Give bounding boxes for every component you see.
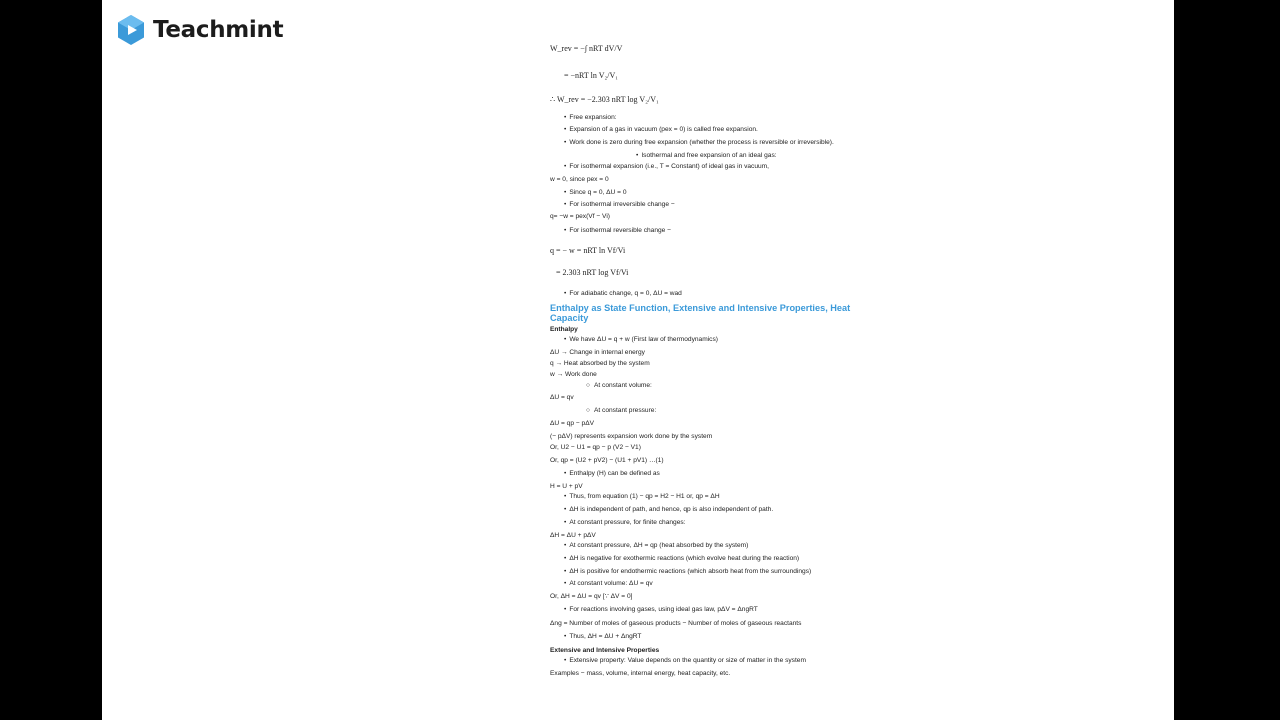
document-line: ○ At constant pressure: [586, 407, 656, 415]
document-line: Or, U2 − U1 = qp − p (V2 − V1) [550, 444, 641, 451]
document-line: (− pΔV) represents expansion work done by the system [550, 433, 713, 440]
document-line: • At constant pressure, ΔH = qp (heat absorbed by the system) [564, 542, 748, 550]
document-line: • For reactions involving gases, using ideal gas law, pΔV = ΔngRT [564, 606, 758, 614]
document-line: • For isothermal expansion (i.e., T = Constant) of ideal gas in vacuum, [564, 163, 769, 171]
document-line: • For adiabatic change, q = 0, ΔU = wad [564, 290, 682, 298]
teachmint-logo-icon [115, 14, 147, 46]
document-line: • Work done is zero during free expansion (whether the process is reversible or irreversible). [564, 139, 834, 147]
document-line: • Thus, ΔH = ΔU + ΔngRT [564, 633, 641, 641]
document-line: • At constant volume: ΔU = qv [564, 580, 653, 588]
subsection-heading: Extensive and Intensive Properties [550, 647, 660, 654]
document-line: • Free expansion: [564, 114, 617, 122]
document-line: q → Heat absorbed by the system [550, 360, 650, 367]
document-line: = −nRT ln V₂/V₁ [564, 71, 619, 80]
document-line: W_rev = −∫ nRT dV/V [550, 44, 623, 53]
document-line: • ΔH is independent of path, and hence, qp is also independent of path. [564, 506, 773, 514]
document-line: ∴ W_rev = −2.303 nRT log V₂/V₁ [550, 95, 659, 104]
document-line: w → Work done [550, 371, 597, 378]
document-line: Or, ΔH = ΔU = qv [∵ ΔV = 0] [550, 593, 633, 600]
document-line: • Thus, from equation (1) − qp = H2 − H1 or, qp = ΔH [564, 493, 720, 501]
document-line: ΔH = ΔU + pΔV [550, 532, 596, 539]
document-line: ΔU = qp − pΔV [550, 420, 594, 427]
document-line: • For isothermal irreversible change − [564, 201, 675, 209]
document-line: • Since q = 0, ΔU = 0 [564, 189, 627, 197]
section-heading: Enthalpy as State Function, Extensive and Intensive Properties, Heat Capacity [550, 303, 851, 323]
document-line: q = − w = nRT ln Vf/Vi [550, 246, 626, 255]
document-line: w = 0, since pex = 0 [550, 176, 609, 183]
document-line: q= −w = pex(Vf − Vi) [550, 213, 610, 220]
document-line: • Expansion of a gas in vacuum (pex = 0) is called free expansion. [564, 126, 758, 134]
document-line: • For isothermal reversible change − [564, 227, 671, 235]
document-line: • Enthalpy (H) can be defined as [564, 470, 660, 478]
document-page [102, 0, 1174, 720]
teachmint-logo [112, 10, 288, 50]
document-line: = 2.303 nRT log Vf/Vi [556, 268, 629, 277]
document-line: Or, qp = (U2 + pV2) − (U1 + pV1) …(1) [550, 457, 664, 464]
document-line: • We have ΔU = q + w (First law of thermodynamics) [564, 336, 718, 344]
subsection-heading: Enthalpy [550, 326, 578, 333]
brand-name: Teachmint [153, 17, 284, 43]
document-line: ΔU → Change in internal energy [550, 349, 645, 356]
document-line: ΔU = qv [550, 394, 574, 401]
document-line: • Isothermal and free expansion of an ideal gas: [636, 152, 777, 160]
document-line: Examples − mass, volume, internal energy, heat capacity, etc. [550, 670, 731, 677]
document-line: • ΔH is negative for exothermic reactions (which evolve heat during the reaction) [564, 555, 799, 563]
document-line: • At constant pressure, for finite changes: [564, 519, 686, 527]
document-line: ○ At constant volume: [586, 382, 652, 390]
document-line: • ΔH is positive for endothermic reactions (which absorb heat from the surroundings) [564, 568, 811, 576]
document-line: H = U + pV [550, 483, 583, 490]
document-line: • Extensive property: Value depends on the quantity or size of matter in the system [564, 657, 806, 665]
document-line: Δng = Number of moles of gaseous products − Number of moles of gaseous reactants [550, 620, 802, 627]
